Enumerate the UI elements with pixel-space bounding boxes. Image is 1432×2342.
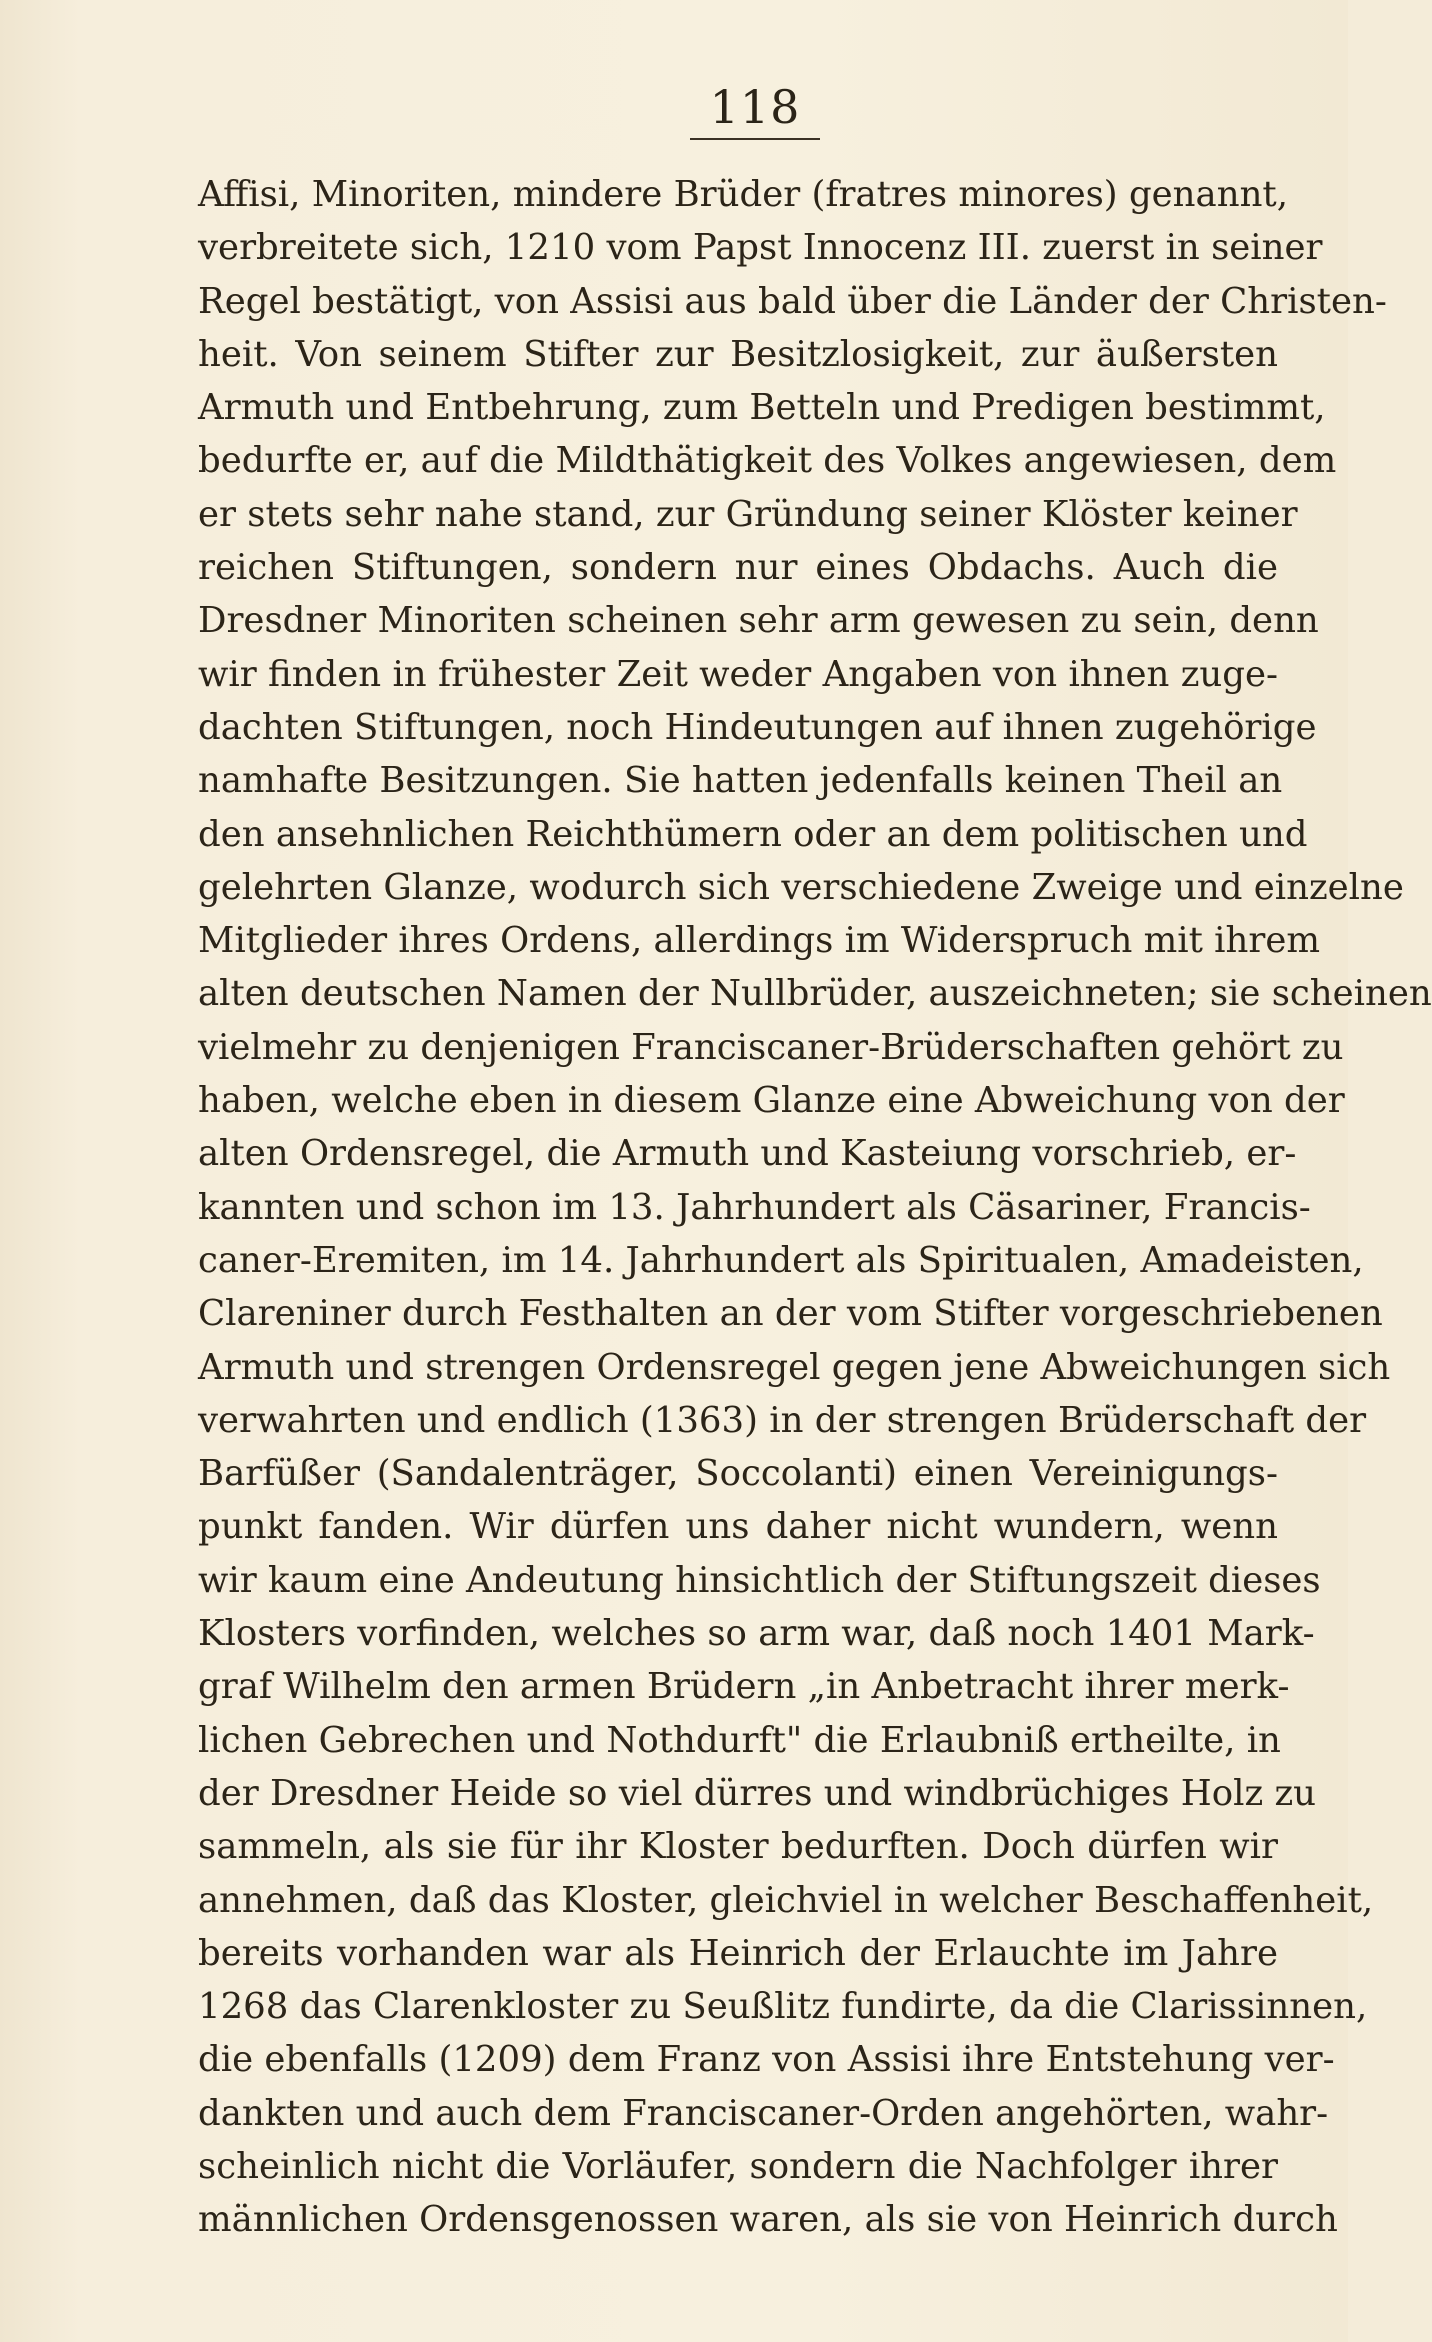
text-line: scheinlich nicht die Vorläufer, sondern die Nachfolger ihrer [198, 2145, 1278, 2187]
text-line: männlichen Ordensgenossen waren, als sie von Heinrich durch [198, 2199, 1338, 2241]
text-line: Affisi, Minoriten, mindere Brüder (fratres minores) genannt, [198, 174, 1288, 215]
text-line: Mitglieder ihres Ordens, allerdings im Widerspruch mit ihrem [198, 920, 1321, 962]
text-line: den ansehnlichen Reichthümern oder an dem politischen und [198, 813, 1308, 855]
text-line: kannten und schon im 13. Jahrhundert als Cäsariner, Francis- [198, 1186, 1311, 1228]
text-line: sammeln, als sie für ihr Kloster bedurften. Doch dürfen wir [198, 1826, 1278, 1868]
text-line: dankten und auch dem Franciscaner-Orden angehörten, wahr- [198, 2092, 1329, 2134]
text-line: Armuth und strengen Ordensregel gegen jene Abweichungen sich [198, 1346, 1391, 1388]
text-line: vielmehr zu denjenigen Franciscaner-Brüderschaften gehört zu [198, 1026, 1344, 1068]
text-line: Dresdner Minoriten scheinen sehr arm gewesen zu sein, denn [198, 600, 1319, 642]
text-line: alten Ordensregel, die Armuth und Kasteiung vorschrieb, er- [198, 1133, 1297, 1175]
text-line: lichen Gebrechen und Nothdurft" die Erlaubniß ertheilte, in [198, 1719, 1281, 1761]
text-line: Armuth und Entbehrung, zum Betteln und Predigen bestimmt, [198, 387, 1326, 429]
text-line: bedurfte er, auf die Mildthätigkeit des Volkes angewiesen, dem [198, 440, 1337, 482]
text-line: dachten Stiftungen, noch Hindeutungen auf ihnen zugehörige [198, 706, 1317, 748]
text-line: haben, welche eben in diesem Glanze eine Abweichung von der [198, 1080, 1345, 1122]
text-line: reichen Stiftungen, sondern nur eines Obdachs. Auch die [198, 547, 1278, 589]
text-line: alten deutschen Namen der Nullbrüder, auszeichneten; sie scheinen [198, 973, 1432, 1015]
text-line: 1268 das Clarenkloster zu Seußlitz fundirte, da die Clarissinnen, [198, 1986, 1368, 2028]
text-line: punkt fanden. Wir dürfen uns daher nicht wundern, wenn [198, 1506, 1278, 1548]
text-line: caner-Eremiten, im 14. Jahrhundert als Spiritualen, Amadeisten, [198, 1239, 1364, 1281]
text-line: heit. Von seinem Stifter zur Besitzlosigkeit, zur äußersten [198, 333, 1278, 375]
text-line: namhafte Besitzungen. Sie hatten jedenfalls keinen Theil an [198, 760, 1283, 802]
text-line: verbreitete sich, 1210 vom Papst Innocenz III. zuerst in seiner [198, 227, 1323, 269]
text-line: verwahrten und endlich (1363) in der strengen Brüderschaft der [198, 1399, 1367, 1441]
body-text [198, 168, 1432, 2247]
text-line: wir kaum eine Andeutung hinsichtlich der Stiftungszeit dieses [198, 1559, 1321, 1601]
text-line: er stets sehr nahe stand, zur Gründung seiner Klöster keiner [198, 493, 1298, 535]
text-line: Regel bestätigt, von Assisi aus bald über die Länder der Christen- [198, 280, 1387, 322]
header-rule [690, 138, 820, 140]
text-line: gelehrten Glanze, wodurch sich verschiedene Zweige und einzelne [198, 866, 1404, 908]
text-line: wir finden in frühester Zeit weder Angaben von ihnen zuge- [198, 653, 1278, 695]
text-line: annehmen, daß das Kloster, gleichviel in welcher Beschaffenheit, [198, 1879, 1374, 1921]
text-line: die ebenfalls (1209) dem Franz von Assisi ihre Entstehung ver- [198, 2039, 1335, 2081]
text-line: Barfüßer (Sandalenträger, Soccolanti) einen Vereinigungs- [198, 1453, 1278, 1495]
page-header [690, 80, 820, 140]
page-number: 118 [709, 80, 801, 134]
text-line: der Dresdner Heide so viel dürres und windbrüchiges Holz zu [198, 1772, 1317, 1814]
text-line: Clareniner durch Festhalten an der vom Stifter vorgeschriebenen [198, 1293, 1383, 1335]
text-line: graf Wilhelm den armen Brüdern „in Anbetracht ihrer merk- [198, 1666, 1290, 1708]
text-line: Klosters vorfinden, welches so arm war, daß noch 1401 Mark- [198, 1613, 1315, 1655]
text-line: bereits vorhanden war als Heinrich der Erlauchte im Jahre [198, 1932, 1278, 1974]
